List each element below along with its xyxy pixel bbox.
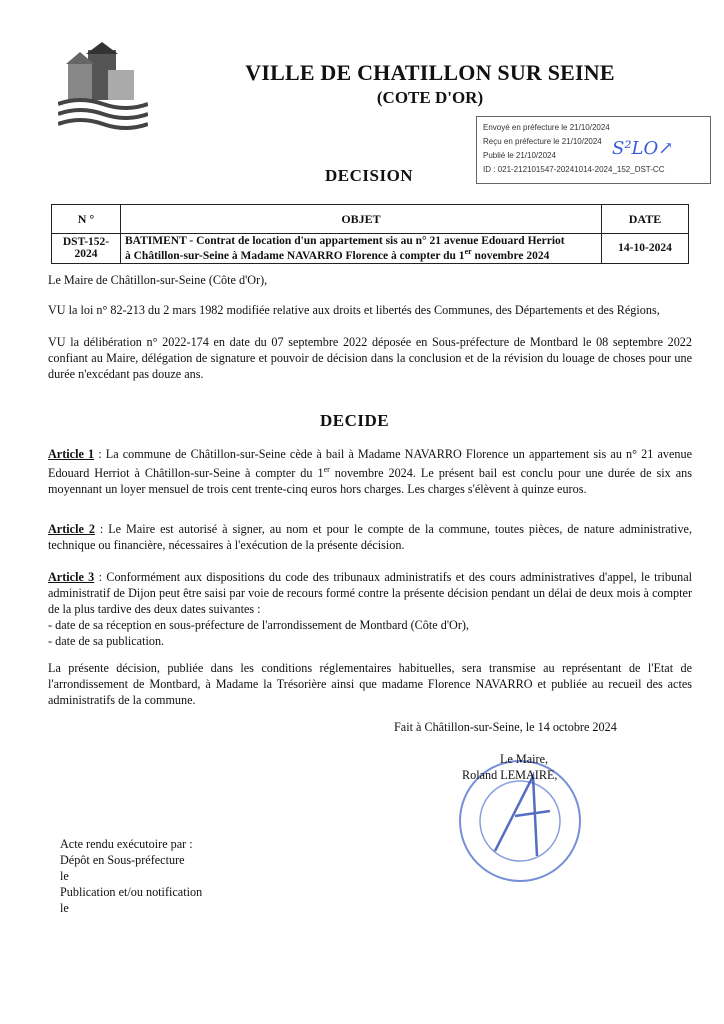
header-num: N ° — [52, 205, 121, 234]
row-objet-line2: à Châtillon-sur-Seine à Madame NAVARRO Florence à compter du 1 — [125, 249, 465, 262]
closing-paragraph: La présente décision, publiée dans les conditions réglementaires habituelles, sera transmise au représentant de l'Etat de l'arrondissement de Montbard, à Madame la Trésorière ainsi que madame Florence NAVARRO et publiée au recueil des actes administratifs de la commune. — [48, 661, 692, 707]
signature-name: Roland LEMAIRE, — [462, 768, 558, 782]
signature-block — [462, 751, 558, 783]
maire-intro: Le Maire de Châtillon-sur-Seine (Côte d'Or), — [48, 273, 268, 287]
article-2-text: : Le Maire est autorisé à signer, au nom et pour le compte de la commune, toutes pièces, de nature administrative, technique ou financière, nécessaires à l'exécution de la présente décision. — [48, 522, 692, 552]
article-1-text-end: novembre 2024. Le présent bail est conclu pour une durée de six ans moyennant un loyer mensuel de trois cent trente-cinq euros hors charges. Les charges s'élèvent à quinze euros. — [48, 466, 692, 497]
header-objet: OBJET — [121, 205, 602, 234]
decision-heading: DECISION — [325, 166, 414, 185]
exec-line-5: le — [60, 901, 69, 915]
row-objet-line2-end: novembre 2024 — [471, 249, 550, 262]
exec-line-1: Acte rendu exécutoire par : — [60, 837, 193, 851]
row-objet-line1: BATIMENT - Contrat de location d'un appartement sis au n° 21 avenue Edouard Herriot — [125, 235, 565, 247]
article-1-sup: er — [323, 465, 330, 474]
vu-deliberation: VU la délibération n° 2022-174 en date du 07 septembre 2022 déposée en Sous-préfecture de Montbard le 08 septembre 2022 confiant au Maire, délégation de signature et pouvoir de décision dans la conclusion et de la révision du louage de choses pour une durée n'excédant pas douze ans. — [48, 335, 692, 381]
article-1-text: : La commune de Châtillon-sur-Seine cède à bail à Madame NAVARRO Florence un appartement sis au n° 21 avenue Edouard Herriot à Châtillon-sur-Seine à compter du 1 — [48, 447, 692, 481]
article-3-text: : Conformément aux dispositions du code des tribunaux administratifs et des cours administratives d'appel, le tribunal administratif de Dijon peut être saisi par voie de recours formé contre la présente décision pendant un délai de deux mois à compter de la plus tardive des deux dates suivantes : — [48, 570, 692, 616]
row-date: 14-10-2024 — [602, 234, 689, 264]
decision-table — [51, 204, 689, 264]
article-2 — [48, 521, 692, 553]
document-title: VILLE DE CHATILLON SUR SEINE — [245, 60, 615, 85]
header-date: DATE — [602, 205, 689, 234]
row-num — [52, 234, 121, 264]
stamp-publie: Publié le 21/10/2024 — [483, 151, 556, 160]
stamp-id: ID : 021-212101547-20241014-2024_152_DST-CC — [483, 165, 665, 174]
signature-title: Le Maire, — [500, 752, 549, 766]
table-row — [52, 234, 689, 264]
exec-line-2: Dépôt en Sous-préfecture — [60, 853, 185, 867]
row-num-line2: 2024 — [74, 248, 98, 261]
slo-arrow-icon: ↗ — [658, 138, 674, 159]
article-3 — [48, 569, 692, 649]
row-objet — [121, 234, 602, 264]
article-3-label: Article 3 — [48, 570, 95, 584]
row-num-line1: DST-152- — [62, 236, 110, 249]
execution-notes — [60, 836, 202, 916]
article-1-label: Article 1 — [48, 447, 95, 461]
article-2-label: Article 2 — [48, 522, 95, 536]
prefecture-stamp-box — [476, 116, 711, 184]
document-subtitle: (COTE D'OR) — [376, 88, 484, 107]
vu-loi: VU la loi n° 82-213 du 2 mars 1982 modifiée relative aux droits et libertés des Communes, des Départements et des Régions, — [48, 303, 660, 317]
slo-mark — [612, 138, 673, 159]
stamp-envoye: Envoyé en préfecture le 21/10/2024 — [483, 123, 610, 132]
exec-line-4: Publication et/ou notification — [60, 885, 203, 899]
slo-mark-text: S²LO — [612, 138, 659, 159]
article-3-date-1: - date de sa réception en sous-préfecture de l'arrondissement de Montbard (Côte d'Or), — [48, 618, 469, 632]
row-objet-sup: er — [464, 247, 472, 256]
city-logo-icon — [58, 42, 148, 132]
stamp-recu: Reçu en préfecture le 21/10/2024 — [483, 137, 602, 146]
fait-a: Fait à Châtillon-sur-Seine, le 14 octobre 2024 — [394, 720, 617, 734]
table-header-row — [52, 205, 689, 234]
article-3-date-2: - date de sa publication. — [48, 634, 165, 648]
decide-heading: DECIDE — [320, 411, 390, 430]
exec-line-3: le — [60, 869, 69, 883]
article-1 — [48, 446, 692, 497]
